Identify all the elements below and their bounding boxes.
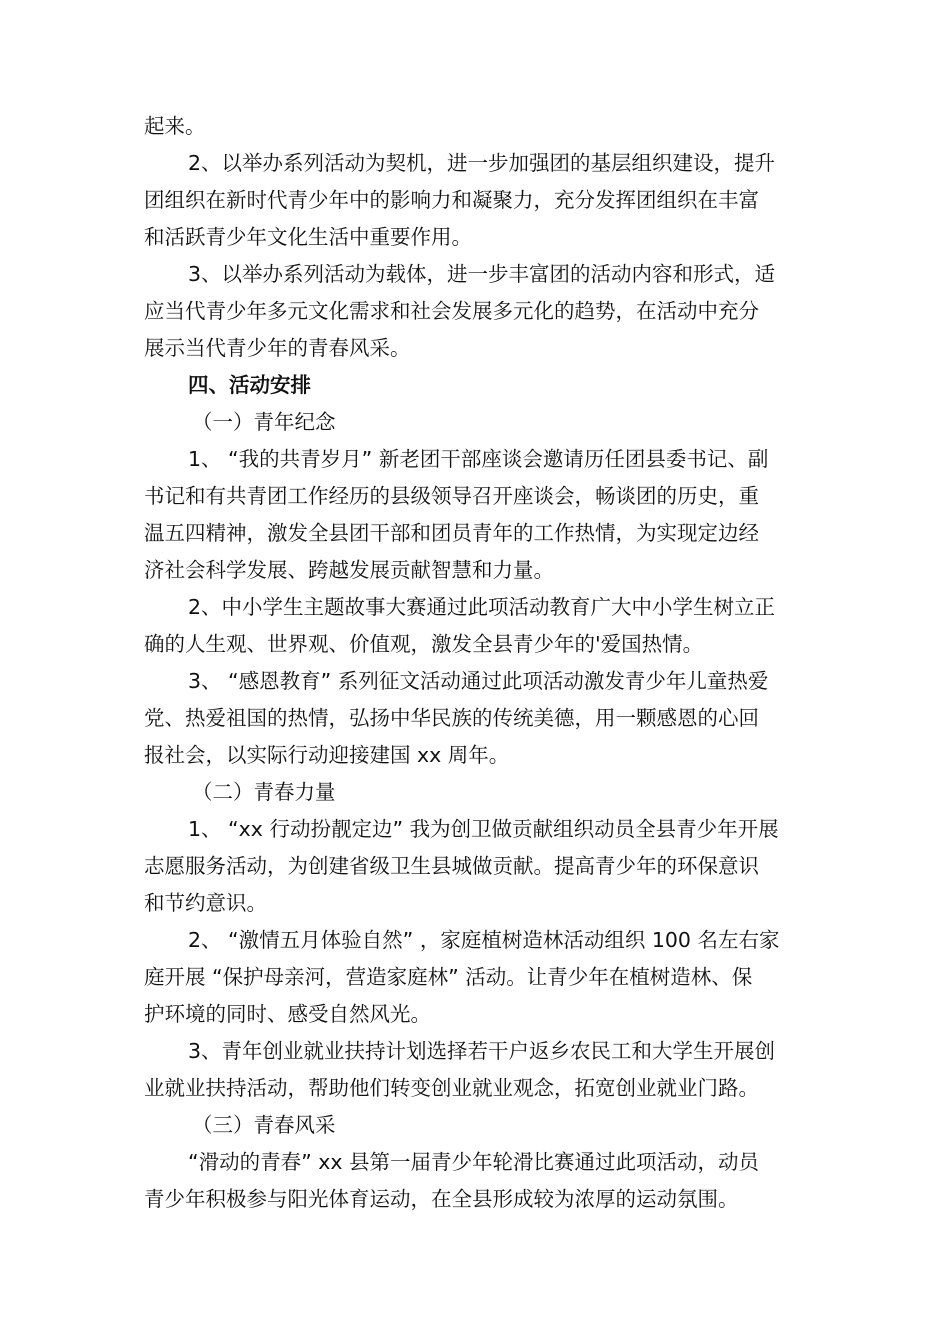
paragraph-line: 3、 “感恩教育” 系列征文活动通过此项活动激发青少年儿童热爱 [188, 669, 769, 693]
paragraph-line: 和节约意识。 [144, 891, 267, 915]
subsection-heading: （二）青春力量 [192, 780, 336, 804]
section-heading: 四、活动安排 [188, 373, 311, 397]
paragraph-line: 2、中小学生主题故事大赛通过此项活动教育广大中小学生树立正 [188, 595, 776, 619]
paragraph-line: 庭开展 “保护母亲河，营造家庭林” 活动。让青少年在植树造林、保 [144, 965, 753, 989]
paragraph-line: 温五四精神，激发全县团干部和团员青年的工作热情，为实现定边经 [144, 521, 759, 545]
paragraph-line: 起来。 [144, 114, 206, 138]
subsection-heading: （三）青春风采 [192, 1113, 336, 1137]
paragraph-line: 团组织在新时代青少年中的影响力和凝聚力，充分发挥团组织在丰富 [144, 188, 759, 212]
paragraph-line: 和活跃青少年文化生活中重要作用。 [144, 225, 472, 249]
paragraph-line: 应当代青少年多元文化需求和社会发展多元化的趋势，在活动中充分 [144, 299, 759, 323]
paragraph-line: 业就业扶持活动，帮助他们转变创业就业观念，拓宽创业就业门路。 [144, 1076, 759, 1100]
subsection-heading: （一）青年纪念 [192, 410, 336, 434]
paragraph-line: 展示当代青少年的青春风采。 [144, 336, 411, 360]
paragraph-line: 书记和有共青团工作经历的县级领导召开座谈会，畅谈团的历史，重 [144, 484, 759, 508]
paragraph-line: 护环境的同时、感受自然风光。 [144, 1002, 431, 1026]
paragraph-line: 2、以举办系列活动为契机，进一步加强团的基层组织建设，提升 [188, 151, 776, 175]
paragraph-line: 3、青年创业就业扶持计划选择若干户返乡农民工和大学生开展创 [188, 1039, 776, 1063]
paragraph-line: 青少年积极参与阳光体育运动，在全县形成较为浓厚的运动氛围。 [144, 1187, 739, 1211]
paragraph-line: 1、 “我的共青岁月” 新老团干部座谈会邀请历任团县委书记、副 [188, 447, 769, 471]
paragraph-line: 3、以举办系列活动为载体，进一步丰富团的活动内容和形式，适 [188, 262, 776, 286]
paragraph-line: 报社会，以实际行动迎接建国 xx 周年。 [144, 743, 510, 767]
paragraph-line: 2、 “激情五月体验自然” ，家庭植树造林活动组织 100 名左右家 [188, 928, 780, 952]
paragraph-line: 志愿服务活动，为创建省级卫生县城做贡献。提高青少年的环保意识 [144, 854, 759, 878]
paragraph-line: 济社会科学发展、跨越发展贡献智慧和力量。 [144, 558, 554, 582]
document-body [144, 108, 814, 1218]
paragraph-line: 1、 “xx 行动扮靓定边” 我为创卫做贡献组织动员全县青少年开展 [188, 817, 779, 841]
paragraph-line: “滑动的青春” xx 县第一届青少年轮滑比赛通过此项活动，动员 [188, 1150, 760, 1174]
paragraph-line: 确的人生观、世界观、价值观，激发全县青少年的'爱国热情。 [144, 632, 704, 656]
paragraph-line: 党、热爱祖国的热情，弘扬中华民族的传统美德，用一颗感恩的心回 [144, 706, 759, 730]
